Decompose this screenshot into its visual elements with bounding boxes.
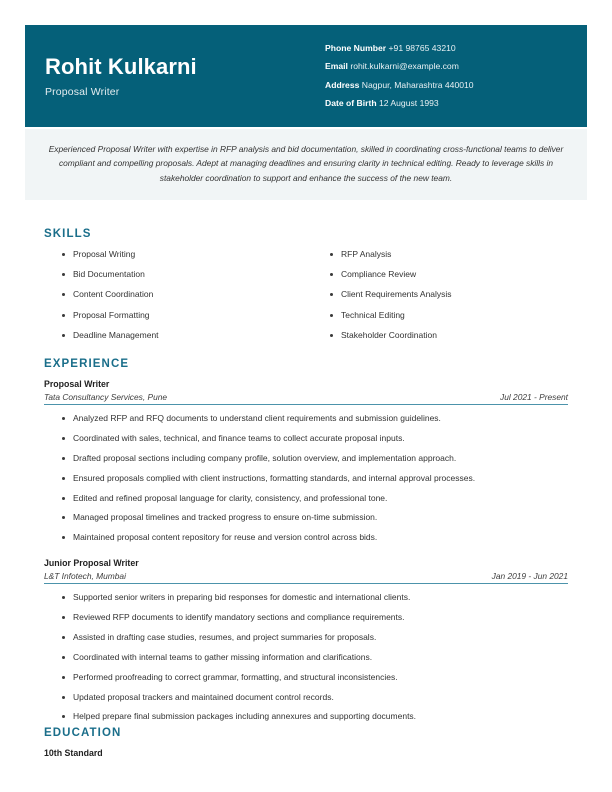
experience-bullet bbox=[44, 512, 568, 523]
skill-label: Client Requirements Analysis bbox=[341, 289, 452, 300]
experience-bullet-text: Ensured proposals complied with client instructions, formatting standards, and internal approval processes. bbox=[73, 472, 476, 483]
experience-bullets bbox=[44, 592, 568, 723]
skill-label: Content Coordination bbox=[73, 289, 154, 300]
skill-item bbox=[44, 310, 306, 321]
contact-phone-label: Phone Number bbox=[325, 43, 387, 54]
experience-dates: Jul 2021 - Present bbox=[500, 391, 568, 402]
bullet-icon bbox=[62, 293, 65, 296]
bullet-icon bbox=[62, 516, 65, 519]
summary-band bbox=[25, 129, 587, 200]
contact-email bbox=[325, 62, 571, 71]
skills-section bbox=[44, 228, 568, 350]
experience-bullet bbox=[44, 433, 568, 444]
skill-label: Proposal Formatting bbox=[73, 309, 150, 320]
experience-bullet bbox=[44, 532, 568, 543]
skill-label: Stakeholder Coordination bbox=[341, 329, 437, 340]
skill-label: Compliance Review bbox=[341, 269, 417, 280]
experience-bullet-text: Supported senior writers in preparing bid responses for domestic and international clients. bbox=[73, 592, 411, 603]
contact-phone bbox=[325, 44, 571, 53]
experience-bullet-text: Coordinated with sales, technical, and finance teams to collect accurate proposal inputs. bbox=[73, 432, 405, 443]
skill-label: Proposal Writing bbox=[73, 249, 136, 259]
skill-label: Deadline Management bbox=[73, 329, 159, 340]
education-degree: 10th Standard bbox=[44, 748, 103, 758]
bullet-icon bbox=[62, 715, 65, 718]
resume-header bbox=[25, 25, 587, 127]
bullet-icon bbox=[62, 253, 65, 256]
experience-role: Junior Proposal Writer bbox=[44, 558, 139, 569]
experience-meta bbox=[44, 571, 568, 585]
bullet-icon bbox=[62, 497, 65, 500]
contact-email-value: rohit.kulkarni@example.com bbox=[350, 61, 459, 72]
bullet-icon bbox=[330, 253, 333, 256]
candidate-name: Rohit Kulkarni bbox=[45, 53, 197, 79]
experience-bullet-text: Reviewed RFP documents to identify mandatory sections and compliance requirements. bbox=[73, 612, 405, 622]
skills-column-right bbox=[306, 249, 568, 350]
skill-item bbox=[44, 269, 306, 280]
experience-dates: Jan 2019 - Jun 2021 bbox=[491, 570, 568, 581]
skill-item bbox=[44, 289, 306, 300]
bullet-icon bbox=[62, 457, 65, 460]
skill-label: Technical Editing bbox=[341, 309, 405, 320]
header-identity bbox=[25, 54, 325, 98]
experience-role: Proposal Writer bbox=[44, 379, 110, 389]
experience-bullets bbox=[44, 413, 568, 544]
skill-item bbox=[312, 269, 568, 280]
bullet-icon bbox=[330, 293, 333, 296]
bullet-icon bbox=[62, 636, 65, 639]
experience-company: Tata Consultancy Services, Pune bbox=[44, 391, 168, 402]
contact-phone-value: +91 98765 43210 bbox=[388, 43, 456, 54]
bullet-icon bbox=[62, 696, 65, 699]
bullet-icon bbox=[62, 536, 65, 539]
contact-details bbox=[325, 44, 587, 107]
experience-bullet-text: Coordinated with internal teams to gather missing information and clarifications. bbox=[73, 651, 373, 662]
bullet-icon bbox=[330, 273, 333, 276]
experience-entry bbox=[44, 558, 568, 723]
contact-address bbox=[325, 81, 571, 90]
experience-bullet bbox=[44, 632, 568, 643]
contact-dob-label: Date of Birth bbox=[325, 97, 377, 108]
experience-bullet-text: Maintained proposal content repository for reuse and version control across bids. bbox=[73, 532, 378, 543]
contact-address-label: Address bbox=[325, 79, 360, 90]
experience-bullet bbox=[44, 453, 568, 464]
experience-company: L&T Infotech, Mumbai bbox=[44, 570, 126, 581]
experience-section bbox=[44, 358, 568, 731]
bullet-icon bbox=[62, 314, 65, 317]
skill-item bbox=[44, 330, 306, 341]
bullet-icon bbox=[62, 273, 65, 276]
experience-bullet bbox=[44, 672, 568, 683]
contact-dob bbox=[325, 99, 571, 108]
experience-bullet-text: Helped prepare final submission packages including annexures and supporting documents. bbox=[73, 711, 417, 722]
experience-bullet bbox=[44, 473, 568, 484]
bullet-icon bbox=[62, 437, 65, 440]
skill-item bbox=[312, 249, 568, 260]
experience-section-title: EXPERIENCE bbox=[44, 358, 130, 370]
contact-dob-value: 12 August 1993 bbox=[378, 97, 439, 108]
bullet-icon bbox=[62, 417, 65, 420]
skill-item bbox=[312, 310, 568, 321]
education-entry bbox=[44, 748, 568, 758]
experience-bullet bbox=[44, 592, 568, 603]
experience-bullet bbox=[44, 652, 568, 663]
bullet-icon bbox=[330, 314, 333, 317]
bullet-icon bbox=[330, 334, 333, 337]
bullet-icon bbox=[62, 616, 65, 619]
experience-bullet-text: Edited and refined proposal language for clarity, consistency, and professional tone. bbox=[73, 492, 388, 503]
experience-bullet-text: Updated proposal trackers and maintained document control records. bbox=[73, 691, 334, 702]
bullet-icon bbox=[62, 477, 65, 480]
skills-column-left bbox=[44, 249, 306, 350]
summary-text: Experienced Proposal Writer with expertise in RFP analysis and bid documentation, skilled in coordinating cross-functional teams to deliver compliant and compelling proposals. Adept at managing deadlines and ensuring clarity in technical editing. Ready to leverage skills in stakeholder coordination to support and enhance the success of the new team. bbox=[48, 144, 564, 183]
experience-bullet bbox=[44, 692, 568, 703]
bullet-icon bbox=[62, 334, 65, 337]
experience-bullet bbox=[44, 413, 568, 424]
skill-item bbox=[312, 330, 568, 341]
candidate-job-title: Proposal Writer bbox=[45, 86, 120, 99]
skill-label: RFP Analysis bbox=[341, 249, 392, 259]
skills-section-title: SKILLS bbox=[44, 228, 92, 240]
skill-item bbox=[44, 249, 306, 260]
contact-email-label: Email bbox=[325, 61, 348, 72]
bullet-icon bbox=[62, 676, 65, 679]
bullet-icon bbox=[62, 596, 65, 599]
experience-bullet-text: Performed proofreading to correct grammar, formatting, and structural inconsistencies. bbox=[73, 671, 398, 682]
experience-bullet-text: Drafted proposal sections including company profile, solution overview, and implementation approach. bbox=[73, 452, 457, 463]
skills-columns bbox=[44, 249, 568, 350]
bullet-icon bbox=[62, 656, 65, 659]
education-section-title: EDUCATION bbox=[44, 727, 122, 739]
experience-entry bbox=[44, 379, 568, 544]
experience-bullet bbox=[44, 711, 568, 722]
experience-bullet bbox=[44, 493, 568, 504]
experience-bullet-text: Managed proposal timelines and tracked progress to ensure on-time submission. bbox=[73, 512, 378, 523]
education-section bbox=[44, 727, 568, 758]
skill-label: Bid Documentation bbox=[73, 269, 145, 280]
contact-address-value: Nagpur, Maharashtra 440010 bbox=[361, 79, 474, 90]
experience-bullet-text: Analyzed RFP and RFQ documents to understand client requirements and submission guidelines. bbox=[73, 413, 441, 423]
experience-meta bbox=[44, 392, 568, 406]
skill-item bbox=[312, 289, 568, 300]
experience-bullet bbox=[44, 612, 568, 623]
experience-bullet-text: Assisted in drafting case studies, resumes, and project summaries for proposals. bbox=[73, 631, 377, 642]
